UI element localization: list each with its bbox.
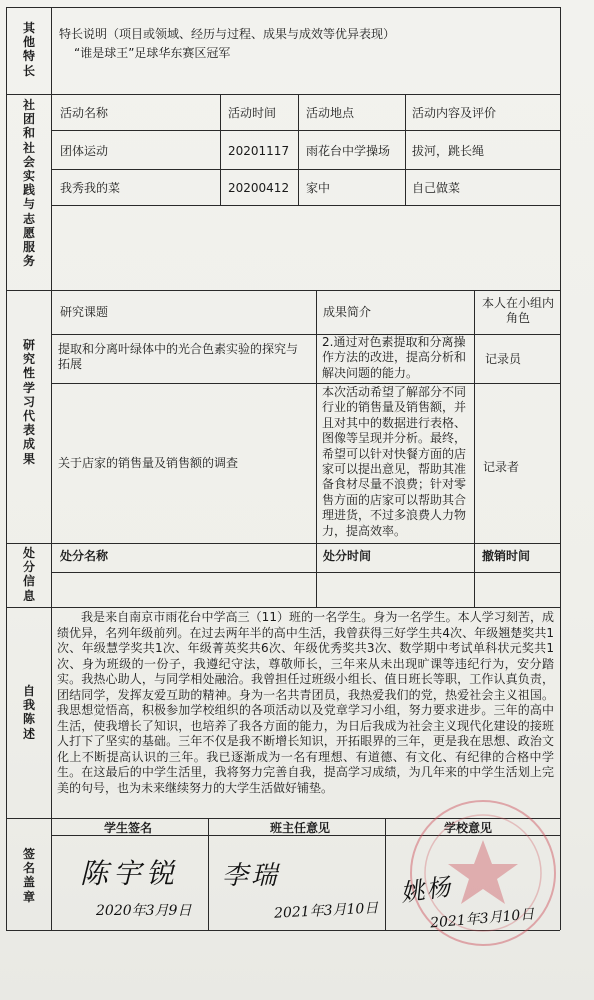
section-divider-2 <box>6 290 560 291</box>
frame-left <box>6 7 7 930</box>
research-cell-role: 记录员 <box>485 352 522 366</box>
school-signature: 姚杨 <box>398 872 455 908</box>
activities-cell-place: 雨花台中学操场 <box>306 144 391 158</box>
section-label-signatures: 签名盖章 <box>22 847 35 904</box>
research-cell-role: 记录者 <box>483 460 520 474</box>
activities-row-line <box>51 169 560 170</box>
activities-header-name: 活动名称 <box>60 106 109 120</box>
section-label-specialties: 其他特长 <box>22 21 35 78</box>
research-header-topic: 研究课题 <box>60 305 109 319</box>
activities-cell-name: 团体运动 <box>60 144 109 158</box>
discipline-header-time: 处分时间 <box>323 549 372 563</box>
discipline-header-name: 处分名称 <box>60 549 109 563</box>
research-header-line <box>51 334 560 335</box>
activities-cell-time: 20201117 <box>228 144 290 158</box>
research-col-line <box>474 290 475 543</box>
signature-header-student: 学生签名 <box>104 821 153 835</box>
student-signature-date: 2020年3月9日 <box>96 903 192 919</box>
frame-right <box>560 7 561 930</box>
research-header-role: 本人在小组内角色 <box>481 296 554 326</box>
research-row-line <box>51 383 560 384</box>
teacher-signature-date: 2021年3月10日 <box>273 900 379 922</box>
activities-col-line <box>405 94 406 205</box>
activities-cell-content: 自己做菜 <box>412 181 461 195</box>
activities-cell-content: 拔河，跳长绳 <box>412 144 485 158</box>
research-cell-summary: 本次活动希望了解部分不同行业的销售量及销售额，并且对其中的数据进行表格、图像等呈现并分析。最终，希望可以针对快餐方面的店家可以提出意见，帮助其准备食材尽量不浪费；针对零售方面的店家可以帮助其合理进货，不过多浪费人力物力，提高效率。 <box>322 385 467 538</box>
discipline-header-revoke: 撤销时间 <box>482 549 531 563</box>
discipline-col-line <box>474 543 475 607</box>
activities-col-line <box>298 94 299 205</box>
research-header-summary: 成果简介 <box>323 305 372 319</box>
signature-col-line <box>208 818 209 930</box>
activities-cell-time: 20200412 <box>228 181 290 195</box>
label-column-divider <box>51 7 52 930</box>
activities-header-time: 活动时间 <box>228 106 277 120</box>
section-divider-1 <box>6 94 560 95</box>
signature-col-line <box>385 818 386 930</box>
specialties-heading: 特长说明（项目或领域、经历与过程、成果与成效等优异表现） <box>59 27 396 41</box>
discipline-col-line <box>316 543 317 607</box>
research-col-line <box>316 290 317 543</box>
activities-header-place: 活动地点 <box>306 106 355 120</box>
section-label-activities: 社团和社会实践与志愿服务 <box>22 98 35 269</box>
activities-header-content: 活动内容及评价 <box>412 106 497 120</box>
frame-top <box>6 7 560 8</box>
activities-cell-place: 家中 <box>306 181 331 195</box>
activities-header-line <box>51 130 560 131</box>
signature-header-teacher: 班主任意见 <box>270 821 331 835</box>
section-label-discipline: 处分信息 <box>22 546 35 603</box>
research-cell-summary: 2.通过对色素提取和分离操作方法的改进，提高分析和解决问题的能力。 <box>322 335 467 380</box>
activities-cell-name: 我秀我的菜 <box>60 181 121 195</box>
section-label-research: 研究性学习代表成果 <box>22 338 35 466</box>
school-signature-date: 2021年3月10日 <box>429 906 535 932</box>
research-cell-topic: 关于店家的销售量及销售额的调查 <box>58 456 239 470</box>
self-statement-text: 我是来自南京市雨花台中学高三（11）班的一名学生。身为一名学生。本人学习刻苦，成绩优异，名列年级前列。在过去两年半的高中生活，我曾获得三好学生共4次、年级翘楚奖共1次、年级慧学奖共1次、年级菁英奖共6次、年级优秀奖共3次、数学期中考试单科状元奖共1次、身为班级的一份子，我遵纪守法，尊敬师长，三年来从未出现旷课等违纪行为，安分踏实。我热心助人，与同学相处融洽。我曾担任过班级小组长、值日班长等职，工作认真负责，团结同学，发挥友爱互助的精神。身为一名共青团员，我热爱我们的党，热爱社会主义祖国。我思想觉悟高，积极参加学校组织的各项活动以及党章学习小组，努力要求进步。三年的高中生活，使我增长了知识，也培养了我各方面的能力，为日后我成为社会主义现代化建设的接班人打下了坚实的基础。三年不仅是我不断增长知识，开拓眼界的三年，更是我在思想、政治文化上不断提高认识的三年。我已逐渐成为一名有理想、有道德、有文化、有纪律的合格中学生。在这最后的中学生活里，我将努力完善自我，提高学习成绩，为几年来的中学生活划上完美的句号，也为未来继续努力的大学生活做好铺垫。 <box>57 610 554 795</box>
activities-col-line <box>220 94 221 205</box>
student-signature: 陈宇锐 <box>80 857 180 890</box>
section-divider-3 <box>6 543 560 544</box>
research-cell-topic: 提取和分离叶绿体中的光合色素实验的探究与拓展 <box>58 342 299 372</box>
discipline-header-line <box>51 572 560 573</box>
section-divider-4 <box>6 607 560 608</box>
activities-row-line <box>51 205 560 206</box>
teacher-signature: 李瑞 <box>222 861 281 891</box>
signature-header-school: 学校意见 <box>444 821 493 835</box>
section-label-self-statement: 自我陈述 <box>22 684 35 741</box>
specialties-content: “谁是球王”足球华东赛区冠军 <box>74 46 231 60</box>
